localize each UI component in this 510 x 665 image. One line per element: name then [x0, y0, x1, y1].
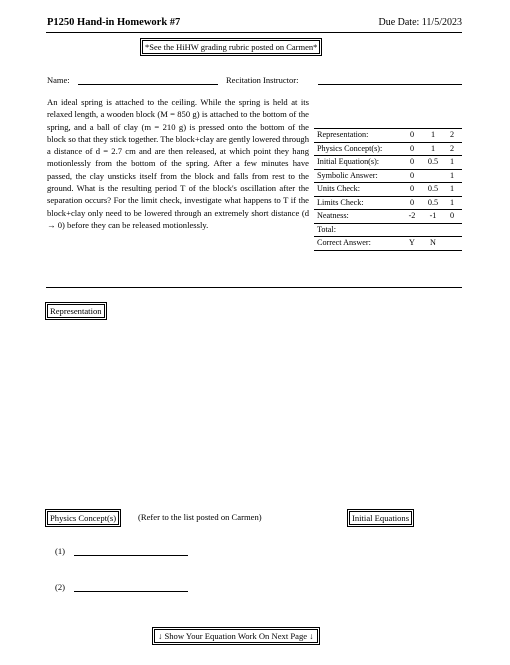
score-option[interactable]: 1 — [449, 197, 455, 207]
score-option[interactable]: 0.5 — [427, 184, 439, 193]
score-option[interactable]: Y — [409, 238, 415, 247]
score-option[interactable]: 2 — [449, 143, 455, 153]
concept-item-1-field[interactable] — [74, 555, 188, 556]
score-row — [314, 196, 462, 210]
score-label: Initial Equation(s): — [317, 157, 380, 166]
next-page-note: ↓ Show Your Equation Work On Next Page ↓ — [154, 629, 318, 643]
due-date: Due Date: 11/5/2023 — [378, 17, 462, 28]
score-option[interactable]: 0 — [409, 197, 415, 207]
score-values — [402, 225, 460, 234]
name-field[interactable] — [78, 84, 218, 85]
initial-equations-heading: Initial Equations — [349, 511, 412, 525]
score-option[interactable]: 0.5 — [427, 157, 439, 166]
score-values — [402, 171, 460, 180]
score-option[interactable]: 0 — [409, 170, 415, 180]
score-label: Neatness: — [317, 211, 349, 220]
score-values — [402, 144, 460, 153]
score-label: Total: — [317, 224, 336, 234]
score-option[interactable]: 2 — [449, 130, 455, 139]
score-values — [402, 211, 460, 220]
score-option[interactable]: 1 — [449, 157, 455, 166]
concept-item-2-label: (2) — [55, 582, 66, 592]
score-label: Correct Answer: — [317, 238, 371, 247]
problem-statement: An ideal spring is attached to the ceiling. While the spring is held at its relaxed length, a wooden block (M = 850 g) is attached to the bottom of the spring, and a ball of clay (m = 210 g) is pressed onto the bottom of the block so that they stick together. The block+clay are gently lowered through a distance of d = 2.7 cm and are then released, at which point they hang motionlessly from the bottom of the spring. After a few minutes have passed, the clay unsticks itself from the block and falls from rest to the ground. What is the resulting period T of the block's oscillation after the separation occurs? For the limit check, investigate what happens to T if the block+clay only need to be lowered through an extremely short distance (d → 0) before they can be released motionlessly. — [47, 97, 309, 230]
instructor-field[interactable] — [318, 84, 462, 85]
rubric-note: *See the HiHW grading rubric posted on Carmen* — [142, 40, 320, 54]
score-values — [402, 238, 460, 247]
concept-item-2-field[interactable] — [74, 591, 188, 592]
score-row — [314, 236, 462, 250]
score-table-bottom-rule — [314, 250, 462, 251]
score-option[interactable]: -2 — [408, 211, 416, 220]
score-option[interactable]: 0 — [409, 184, 415, 193]
concept-item-1-label: (1) — [55, 546, 66, 556]
score-values — [402, 130, 460, 139]
physics-concepts-note: (Refer to the list posted on Carmen) — [138, 512, 262, 522]
score-option[interactable]: 0 — [409, 130, 415, 139]
answer-divider — [46, 287, 462, 288]
score-values — [402, 184, 460, 193]
physics-concepts-heading: Physics Concept(s) — [47, 511, 119, 525]
score-option[interactable]: 0 — [409, 157, 415, 166]
score-label: Limits Check: — [317, 197, 364, 207]
score-option[interactable]: 1 — [430, 130, 436, 139]
instructor-label: Recitation Instructor: — [226, 75, 299, 85]
score-option[interactable]: -1 — [429, 211, 437, 220]
score-option[interactable]: 0 — [409, 143, 415, 153]
score-row — [314, 182, 462, 196]
score-option[interactable]: 1 — [449, 170, 455, 180]
header-divider — [46, 32, 462, 33]
score-option[interactable]: 0.5 — [427, 197, 439, 207]
name-label: Name: — [47, 75, 70, 85]
scoring-table — [314, 128, 462, 251]
score-label: Physics Concept(s): — [317, 143, 383, 153]
score-option[interactable]: N — [430, 238, 436, 247]
score-row — [314, 169, 462, 183]
score-label: Symbolic Answer: — [317, 170, 378, 180]
score-row — [314, 142, 462, 156]
score-row — [314, 223, 462, 237]
score-values — [402, 198, 460, 207]
score-values — [402, 157, 460, 166]
score-row — [314, 128, 462, 142]
score-option[interactable]: 1 — [430, 143, 436, 153]
representation-heading: Representation — [47, 304, 105, 318]
page-title: P1250 Hand-in Homework #7 — [47, 17, 181, 28]
score-label: Units Check: — [317, 184, 360, 193]
score-option[interactable]: 0 — [449, 211, 455, 220]
score-label: Representation: — [317, 130, 369, 139]
score-row — [314, 155, 462, 169]
score-option[interactable]: 1 — [449, 184, 455, 193]
score-row — [314, 209, 462, 223]
